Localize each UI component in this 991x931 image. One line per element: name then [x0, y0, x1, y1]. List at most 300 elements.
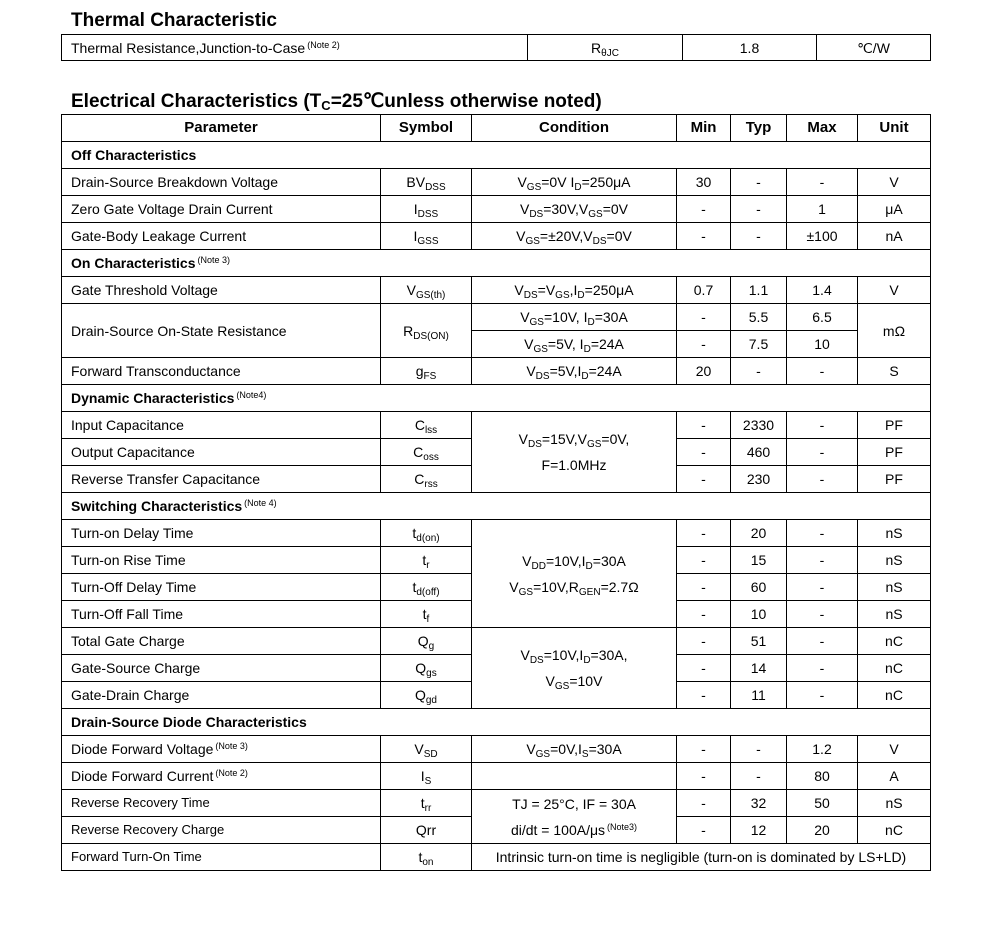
- param-text: Diode Forward Current: [71, 768, 214, 784]
- min-value: -: [677, 601, 731, 628]
- col-header: Parameter: [62, 115, 381, 142]
- symbol-text: I: [420, 768, 425, 784]
- table-row: [62, 763, 931, 790]
- typ-value: -: [731, 223, 787, 250]
- cond-sub: GS: [526, 182, 542, 193]
- cond-text: =2.7Ω: [600, 578, 639, 595]
- symbol-sub: d(on): [416, 533, 440, 544]
- symbol-sub: rr: [424, 803, 432, 814]
- cond-text: V: [524, 336, 534, 352]
- section-label: [62, 493, 931, 520]
- max-value: -: [787, 520, 858, 547]
- symbol: [381, 844, 472, 871]
- symbol-text: V: [414, 741, 424, 757]
- symbol-sub: on: [422, 857, 434, 868]
- min-value: -: [677, 304, 731, 331]
- max-value: 1.4: [787, 277, 858, 304]
- symbol-text: t: [422, 552, 427, 568]
- note-ref: (Note 3): [197, 255, 231, 265]
- min-value: -: [677, 520, 731, 547]
- max-value: -: [787, 466, 858, 493]
- typ-value: 7.5: [731, 331, 787, 358]
- cond-sub: GS: [555, 290, 570, 301]
- typ-value: 12: [731, 817, 787, 844]
- min-value: -: [677, 223, 731, 250]
- max-value: -: [787, 628, 858, 655]
- condition: [472, 628, 677, 709]
- max-value: -: [787, 358, 858, 385]
- symbol: [381, 304, 472, 358]
- symbol-sub: DS(ON): [413, 330, 449, 342]
- symbol: [381, 196, 472, 223]
- min-value: -: [677, 331, 731, 358]
- typ-value: 1.1: [731, 277, 787, 304]
- cond-text: V: [545, 673, 555, 689]
- condition: [472, 520, 677, 628]
- col-header: Symbol: [381, 115, 472, 142]
- section-label: Off Characteristics: [62, 142, 931, 169]
- cond-sub: GS: [533, 344, 548, 355]
- symbol: [381, 682, 472, 709]
- heading-part: Electrical Characteristics (T: [71, 91, 322, 112]
- symbol: [381, 520, 472, 547]
- table-row: [62, 628, 931, 655]
- cond-text: =0V I: [541, 174, 575, 190]
- symbol-sub: gs: [426, 668, 437, 679]
- thermal-unit: ℃/W: [817, 35, 931, 61]
- typ-value: -: [731, 169, 787, 196]
- cond-text: V: [517, 174, 527, 190]
- symbol-text: Q: [417, 633, 429, 649]
- typ-value: 460: [731, 439, 787, 466]
- cond-sub: GS: [586, 439, 602, 450]
- symbol-sub: r: [426, 560, 430, 571]
- cond-sub: DD: [531, 560, 546, 572]
- symbol-sub: GS(th): [415, 290, 446, 301]
- typ-value: 5.5: [731, 304, 787, 331]
- cond-sub: GS: [535, 749, 551, 760]
- min-value: 0.7: [677, 277, 731, 304]
- section-row: [62, 142, 931, 169]
- symbol: [381, 601, 472, 628]
- max-value: ±100: [787, 223, 858, 250]
- symbol-text: g: [415, 363, 424, 379]
- condition: [472, 277, 677, 304]
- cond-sub: D: [583, 655, 591, 666]
- unit: S: [858, 358, 931, 385]
- min-value: -: [677, 790, 731, 817]
- col-header: Typ: [731, 115, 787, 142]
- col-header: Unit: [858, 115, 931, 142]
- min-value: -: [677, 655, 731, 682]
- symbol-sub: GSS: [417, 236, 439, 247]
- unit: PF: [858, 412, 931, 439]
- symbol: [381, 169, 472, 196]
- cond-text: V: [526, 741, 536, 757]
- symbol-text: Q: [415, 660, 427, 676]
- table-row: [62, 520, 931, 547]
- symbol: [381, 547, 472, 574]
- section-label: Drain-Source Diode Characteristics: [62, 709, 931, 736]
- param-name: Total Gate Charge: [62, 628, 381, 655]
- cond-sub: GS: [525, 236, 540, 247]
- symbol: [381, 277, 472, 304]
- cond-sub: D: [583, 344, 591, 355]
- max-value: 20: [787, 817, 858, 844]
- min-value: -: [677, 736, 731, 763]
- typ-value: 14: [731, 655, 787, 682]
- note-ref: (Note3): [607, 821, 638, 832]
- condition: [472, 304, 677, 331]
- symbol-sub: DSS: [425, 182, 446, 193]
- thermal-heading: Thermal Characteristic: [71, 10, 277, 31]
- condition: [472, 169, 677, 196]
- col-header: Max: [787, 115, 858, 142]
- unit: nS: [858, 520, 931, 547]
- symbol: [381, 358, 472, 385]
- max-value: -: [787, 439, 858, 466]
- note-ref: (Note 2): [215, 768, 248, 778]
- symbol-sub: lss: [424, 425, 438, 436]
- section-row: [62, 493, 931, 520]
- section-label: [62, 385, 931, 412]
- unit: nC: [858, 817, 931, 844]
- condition: [472, 196, 677, 223]
- unit: V: [858, 169, 931, 196]
- max-value: -: [787, 412, 858, 439]
- table-row: [62, 223, 931, 250]
- symbol-text: C: [413, 444, 424, 460]
- param-name: Turn-Off Delay Time: [62, 574, 381, 601]
- max-value: 1.2: [787, 736, 858, 763]
- symbol: [381, 790, 472, 817]
- cond-sub: DS: [535, 371, 550, 382]
- unit: μA: [858, 196, 931, 223]
- typ-value: 11: [731, 682, 787, 709]
- symbol-text: C: [414, 417, 425, 433]
- cond-sub: GEN: [578, 586, 601, 598]
- param-name: Drain-Source Breakdown Voltage: [62, 169, 381, 196]
- cond-sub: DS: [529, 655, 544, 666]
- cond-text: V: [522, 552, 532, 569]
- symbol-text: R: [403, 322, 414, 339]
- section-label: [62, 250, 931, 277]
- max-value: -: [787, 547, 858, 574]
- condition: [472, 736, 677, 763]
- min-value: -: [677, 817, 731, 844]
- cond-text: =250μA: [581, 174, 631, 190]
- symbol: [381, 439, 472, 466]
- condition: [472, 331, 677, 358]
- typ-value: -: [731, 196, 787, 223]
- param-name: Output Capacitance: [62, 439, 381, 466]
- note-ref: (Note 2): [307, 39, 340, 50]
- param-name: Forward Transconductance: [62, 358, 381, 385]
- cond-text: V: [520, 647, 530, 663]
- symbol-text: C: [414, 471, 425, 487]
- cond-text: =30A,: [590, 647, 628, 663]
- cond-text: F=1.0MHz: [541, 457, 607, 473]
- param-text: Diode Forward Voltage: [71, 741, 214, 757]
- heading-sub: C: [321, 98, 331, 113]
- symbol-text: t: [422, 606, 427, 622]
- table-row: [62, 736, 931, 763]
- symbol-sub: SD: [423, 749, 438, 760]
- unit: A: [858, 763, 931, 790]
- cond-sub: D: [577, 290, 585, 301]
- min-value: -: [677, 628, 731, 655]
- cond-text: =0V,I: [550, 741, 582, 757]
- unit: mΩ: [858, 304, 931, 358]
- min-value: -: [677, 196, 731, 223]
- condition: [472, 763, 677, 790]
- cond-text: =30V,V: [543, 201, 589, 217]
- cond-text: di/dt = 100A/μs: [510, 821, 606, 838]
- cond-text: =5V, I: [547, 336, 584, 352]
- symbol-sub: oss: [423, 452, 439, 463]
- unit: PF: [858, 439, 931, 466]
- max-value: 10: [787, 331, 858, 358]
- table-row: [62, 844, 931, 871]
- symbol: [381, 466, 472, 493]
- cond-sub: GS: [529, 317, 544, 328]
- param-name: Drain-Source On-State Resistance: [62, 304, 381, 358]
- max-value: -: [787, 574, 858, 601]
- min-value: -: [677, 574, 731, 601]
- table-row: [62, 304, 931, 331]
- cond-text: V: [514, 282, 524, 298]
- cond-sub: D: [581, 371, 589, 382]
- section-row: [62, 250, 931, 277]
- symbol-text: BV: [406, 174, 426, 190]
- param-name: Gate-Body Leakage Current: [62, 223, 381, 250]
- cond-sub: GS: [518, 586, 534, 598]
- symbol-sub: f: [426, 614, 430, 625]
- cond-sub: DS: [529, 209, 544, 220]
- unit: V: [858, 736, 931, 763]
- electrical-heading: [71, 90, 602, 113]
- max-value: -: [787, 601, 858, 628]
- symbol-sub: gd: [425, 695, 437, 706]
- cond-text: TJ = 25°C, IF = 30A: [512, 795, 636, 812]
- max-value: -: [787, 655, 858, 682]
- max-value: 50: [787, 790, 858, 817]
- parameter-text: Thermal Resistance,Junction-to-Case: [71, 39, 306, 56]
- cond-sub: DS: [592, 236, 607, 247]
- thermal-value: 1.8: [683, 35, 817, 61]
- cond-text: =10V,I: [543, 647, 584, 663]
- param-name: Input Capacitance: [62, 412, 381, 439]
- cond-sub: D: [574, 182, 582, 193]
- cond-text: =10V,I: [545, 552, 586, 569]
- thermal-table: [61, 34, 931, 61]
- note-ref: (Note4): [236, 390, 267, 400]
- note-ref: (Note 4): [244, 498, 277, 508]
- thermal-symbol: [528, 35, 683, 61]
- symbol-sub: d(off): [416, 587, 440, 598]
- unit: nC: [858, 655, 931, 682]
- table-row: [62, 35, 931, 61]
- electrical-table: [61, 114, 931, 871]
- cond-text: =24A: [588, 363, 622, 379]
- min-value: -: [677, 412, 731, 439]
- condition: [472, 358, 677, 385]
- typ-value: 60: [731, 574, 787, 601]
- thermal-parameter: [62, 35, 528, 61]
- col-header: Condition: [472, 115, 677, 142]
- param-name: [62, 763, 381, 790]
- cond-text: V: [509, 578, 519, 595]
- unit: PF: [858, 466, 931, 493]
- section-row: [62, 385, 931, 412]
- cond-text: =30A: [594, 309, 628, 325]
- table-row: [62, 277, 931, 304]
- cond-sub: D: [587, 317, 595, 328]
- cond-text: V: [520, 309, 530, 325]
- param-name: Gate-Drain Charge: [62, 682, 381, 709]
- section-row: [62, 709, 931, 736]
- cond-text: =0V: [606, 228, 632, 244]
- symbol: [381, 412, 472, 439]
- param-name: Reverse Transfer Capacitance: [62, 466, 381, 493]
- symbol-sub: rss: [424, 479, 438, 490]
- param-name: Gate Threshold Voltage: [62, 277, 381, 304]
- symbol: [381, 655, 472, 682]
- unit: nS: [858, 790, 931, 817]
- cond-text: V: [518, 431, 529, 447]
- cond-sub: GS: [554, 681, 570, 692]
- cond-text: =V: [537, 282, 556, 298]
- symbol-text: t: [412, 525, 417, 541]
- symbol: Qrr: [381, 817, 472, 844]
- cond-text: =±20V,V: [539, 228, 593, 244]
- table-row: [62, 790, 931, 817]
- symbol-sub: S: [424, 776, 432, 787]
- symbol-text: t: [412, 579, 417, 595]
- unit: nS: [858, 547, 931, 574]
- cond-text: =24A: [590, 336, 624, 352]
- condition: Intrinsic turn-on time is negligible (turn-on is dominated by LS+LD): [472, 844, 931, 871]
- table-row: [62, 358, 931, 385]
- unit: V: [858, 277, 931, 304]
- cond-sub: DS: [523, 290, 538, 301]
- symbol-sub: θJC: [601, 47, 619, 59]
- param-name: Reverse Recovery Charge: [62, 817, 381, 844]
- typ-value: 20: [731, 520, 787, 547]
- symbol-text: R: [591, 39, 602, 56]
- cond-sub: GS: [588, 209, 603, 220]
- unit: nS: [858, 601, 931, 628]
- cond-text: =10V,R: [533, 578, 579, 595]
- cond-text: =15V,V: [541, 431, 587, 447]
- typ-value: 2330: [731, 412, 787, 439]
- min-value: 20: [677, 358, 731, 385]
- symbol-sub: FS: [423, 371, 437, 382]
- typ-value: 230: [731, 466, 787, 493]
- typ-value: 32: [731, 790, 787, 817]
- unit: nA: [858, 223, 931, 250]
- min-value: -: [677, 682, 731, 709]
- cond-text: V: [526, 363, 536, 379]
- max-value: 80: [787, 763, 858, 790]
- section-text: Dynamic Characteristics: [71, 390, 235, 406]
- min-value: 30: [677, 169, 731, 196]
- cond-text: ,I: [569, 282, 578, 298]
- symbol: [381, 628, 472, 655]
- symbol-text: V: [406, 282, 416, 298]
- section-text: Switching Characteristics: [71, 498, 243, 514]
- table-row: [62, 412, 931, 439]
- min-value: -: [677, 763, 731, 790]
- max-value: -: [787, 169, 858, 196]
- condition: [472, 223, 677, 250]
- param-name: Zero Gate Voltage Drain Current: [62, 196, 381, 223]
- condition: [472, 790, 677, 844]
- header-row: [62, 115, 931, 142]
- typ-value: -: [731, 763, 787, 790]
- cond-sub: D: [585, 560, 593, 572]
- unit: nC: [858, 628, 931, 655]
- cond-text: =0V: [602, 201, 629, 217]
- symbol-text: t: [420, 795, 425, 811]
- cond-text: =10V: [569, 673, 603, 689]
- cond-text: =5V,I: [549, 363, 582, 379]
- max-value: 1: [787, 196, 858, 223]
- min-value: -: [677, 466, 731, 493]
- cond-text: V: [519, 201, 530, 217]
- condition: [472, 412, 677, 493]
- param-name: [62, 736, 381, 763]
- min-value: -: [677, 439, 731, 466]
- typ-value: -: [731, 358, 787, 385]
- unit: nC: [858, 682, 931, 709]
- typ-value: 10: [731, 601, 787, 628]
- symbol: [381, 223, 472, 250]
- cond-sub: S: [581, 749, 589, 760]
- symbol-text: t: [418, 849, 423, 865]
- symbol-text: Q: [414, 687, 426, 703]
- cond-text: =0V,: [601, 431, 630, 447]
- cond-text: =250μA: [584, 282, 634, 298]
- param-name: Turn-on Delay Time: [62, 520, 381, 547]
- symbol-text: I: [413, 228, 418, 244]
- param-name: Gate-Source Charge: [62, 655, 381, 682]
- param-name: Turn-on Rise Time: [62, 547, 381, 574]
- min-value: -: [677, 547, 731, 574]
- param-name: Turn-Off Fall Time: [62, 601, 381, 628]
- typ-value: -: [731, 736, 787, 763]
- cond-sub: DS: [528, 439, 542, 450]
- cond-text: V: [516, 228, 526, 244]
- typ-value: 15: [731, 547, 787, 574]
- symbol-text: I: [413, 201, 418, 217]
- max-value: 6.5: [787, 304, 858, 331]
- heading-part: =25℃unless otherwise noted): [330, 91, 602, 112]
- cond-text: =30A: [588, 741, 622, 757]
- table-row: [62, 196, 931, 223]
- max-value: -: [787, 682, 858, 709]
- cond-text: =10V, I: [543, 309, 588, 325]
- symbol: [381, 763, 472, 790]
- symbol: [381, 574, 472, 601]
- col-header: Min: [677, 115, 731, 142]
- table-row: [62, 169, 931, 196]
- param-name: Forward Turn-On Time: [62, 844, 381, 871]
- symbol: [381, 736, 472, 763]
- symbol-sub: g: [428, 641, 435, 652]
- param-name: Reverse Recovery Time: [62, 790, 381, 817]
- section-text: On Characteristics: [71, 255, 196, 271]
